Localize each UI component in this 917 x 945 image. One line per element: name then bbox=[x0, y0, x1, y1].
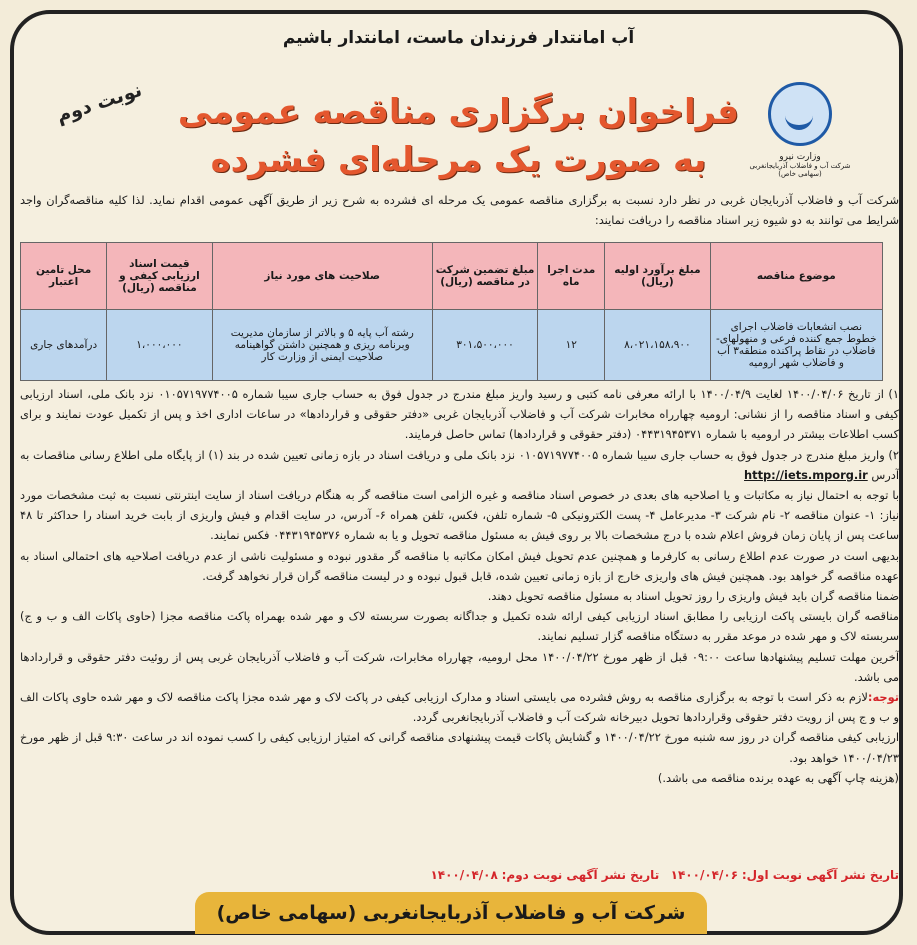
logo-ministry: وزارت نیرو bbox=[779, 152, 821, 162]
company-footer: شرکت آب و فاضلاب آذربایجانغربی (سهامی خاص) bbox=[195, 892, 707, 934]
col-duration: مدت اجرا ماه bbox=[538, 243, 605, 310]
intro-paragraph: شرکت آب و فاضلاب آذربایجان غربی در نظر دارد نسبت به برگزاری مناقصه عمومی یک مرحله ای فشرده به شرح زیر از طریق آگهی عمومی اقدام نماید. لذا کلیه مناقصه‌گران واجد شرایط می توانند به دو شیوه زیر اسناد مناقصه را دریافت نمایند: bbox=[20, 193, 899, 227]
paragraph-7: آخرین مهلت تسلیم پیشنهادها ساعت ۰۹:۰۰ قبل از ظهر مورخ ۱۴۰۰/۰۴/۲۲ محل ارومیه، چهارراه مخابرات، شرکت آب و فاضلاب آذربایجان غربی پس از روئیت دفتر حقوقی و قراردادها می باشد. bbox=[20, 649, 899, 684]
paragraph-10: (هزینه چاپ آگهی به عهده برنده مناقصه می باشد.) bbox=[657, 770, 899, 785]
note-label: توجه: bbox=[867, 690, 899, 705]
logo-company: شرکت آب و فاضلاب آذربایجانغربی (سهامی خاص) bbox=[749, 162, 851, 178]
col-guarantee: مبلغ تضمین شرکت در مناقصه (ریال) bbox=[432, 243, 537, 310]
col-doc-price: قیمت اسناد ارزیابی کیفی و مناقصه (ریال) bbox=[107, 243, 212, 310]
paragraph-1: ۱) از تاریخ ۱۴۰۰/۰۴/۰۶ لغایت ۱۴۰۰/۰۴/۹ با ارائه معرفی نامه کتبی و رسید واریز مبلغ مندرج در جدول فوق به حساب جاری سیبا شماره ۰۱۰۵۷۱۹۷۷۴۰۰۵ نزد بانک ملی، اسناد ارزیابی کیفی و اسناد مناقصه را از نشانی: ارومیه چهارراه مخابرات شرکت آب و فاضلاب آذربایجان غربی «دفتر حقوقی و قراردادها» در ساعات اداری اخذ و پس از تکمیل عودت نمایند و برای کسب اطلاعات بیشتر در ارومیه با شماره ۰۴۴۳۱۹۴۵۳۷۱ (دفتر حقوقی و قراردادها) تماس حاصل فرمایند. bbox=[20, 387, 899, 442]
paragraph-6: مناقصه گران بایستی پاکت ارزیابی را مطابق اسناد ارزیابی کیفی ارائه شده تکمیل و جداگانه بصورت سربسته لاک و مهر شده بهمراه پاکت مناقصه مجزا (حاوی پاکات الف و ب و ج) سربسته لاک و مهر شده در موعد مقرر به دستگاه مناقصه گزار تسلیم نمایند. bbox=[20, 609, 899, 644]
page-title: فراخوان برگزاری مناقصه عمومی bbox=[177, 92, 740, 132]
date1-label: تاریخ نشر آگهی نوبت اول: bbox=[741, 868, 899, 882]
paragraph-2-text: ۲) واریز مبلغ مندرج در جدول فوق به حساب جاری سیبا شماره ۰۱۰۵۷۱۹۷۷۴۰۰۵ نزد بانک ملی و دریافت اسناد در بازه زمانی تعیین شده در بند (۱) از پایگاه ملی اطلاع رسانی مناقصات به آدرس bbox=[20, 447, 899, 482]
col-funding: محل تامین اعتبار bbox=[21, 243, 107, 310]
cell-subject: نصب انشعابات فاضلاب اجرای خطوط جمع کننده فرعی و منهولهای- فاضلاب در نقاط پراکنده منطقه۳ آب و فاضلاب شهر ارومیه bbox=[710, 310, 882, 381]
paragraph-8 bbox=[20, 687, 899, 727]
cell-funding: درآمدهای جاری bbox=[21, 310, 107, 381]
cell-duration: ۱۲ bbox=[538, 310, 605, 381]
page-subtitle: به صورت یک مرحله‌ای فشرده bbox=[210, 140, 707, 180]
cell-doc-price: ۱،۰۰۰،۰۰۰ bbox=[107, 310, 212, 381]
paragraph-3: با توجه به احتمال نیاز به مکاتبات و یا اصلاحیه های بعدی در خصوص اسناد مناقصه و غیره الزامی است مناقصه گر به هنگام دریافت اسناد از سایت اینترنتی نسبت به ثبت مشخصات مورد نیاز: ۱- عنوان مناقصه ۲- نام شرکت ۳- مدیرعامل ۴- پست الکترونیکی ۵- شماره تلفن، فکس، تلفن همراه ۶- آدرس، در سایت اقدام و فیش واریزی از بابت خرید اسناد را حداکثر تا ۴۸ ساعت پس از پایان زمان فروش اعلام شده با درج مشخصات بالا بر روی فیش به مسئول مناقصه تحویل و یا به شماره ۰۴۴۳۱۹۴۵۳۷۶ فکس نمایند. bbox=[20, 488, 899, 543]
publish-dates bbox=[20, 868, 899, 882]
tender-table bbox=[20, 242, 883, 381]
table-row bbox=[21, 310, 883, 381]
round-stamp: نوبت دوم bbox=[53, 78, 145, 128]
paragraph-9: ارزیابی کیفی مناقصه گران در روز سه شنبه مورخ ۱۴۰۰/۰۴/۲۲ و گشایش پاکات قیمت پیشنهادی مناقصه گرانی که امتیاز ارزیابی کیفی را کسب نموده اند در ساعت ۹:۳۰ قبل از ظهر مورخ ۱۴۰۰/۰۴/۲۳ خواهد بود. bbox=[20, 730, 899, 765]
body-text bbox=[20, 384, 899, 788]
date2-value: ۱۴۰۰/۰۴/۰۸ bbox=[430, 868, 498, 882]
cell-qualifications: رشته آب پایه ۵ و بالاتر از سازمان مدیریت وبرنامه ریزی و همچنین داشتن گواهینامه صلاحیت ایمنی از وزارت کار bbox=[212, 310, 432, 381]
paragraph-5: ضمنا مناقصه گران باید فیش واریزی را روز تحویل اسناد به مسئول مناقصه تحویل دهند. bbox=[487, 589, 899, 604]
cell-estimate: ۸،۰۲۱،۱۵۸،۹۰۰ bbox=[605, 310, 710, 381]
date2-label: تاریخ نشر آگهی نوبت دوم: bbox=[501, 868, 660, 882]
col-estimate: مبلغ برآورد اولیه (ریال) bbox=[605, 243, 710, 310]
note-text: لازم به ذکر است با توجه به برگزاری مناقصه به روش فشرده می بایستی اسناد و مدارک ارزیابی کیفی در پاکت لاک و مهر شده مجزا پاکت مناقصه لاک و مهر شده حاوی پاکات الف و ب و ج پس از رویت دفتر حقوقی وقراردادها تحویل دبیرخانه شرکت آب و فاضلاب آذربایجانغربی گردد. bbox=[20, 690, 899, 725]
paragraph-2 bbox=[20, 445, 899, 485]
col-qualifications: صلاحیت های مورد نیاز bbox=[212, 243, 432, 310]
col-subject: موضوع مناقصه bbox=[710, 243, 882, 310]
motto: آب امانتدار فرزندان ماست، امانتدار باشیم bbox=[282, 28, 635, 48]
cell-guarantee: ۳۰۱،۵۰۰،۰۰۰ bbox=[432, 310, 537, 381]
table-header-row bbox=[21, 243, 883, 310]
paragraph-4: بدیهی است در صورت عدم اطلاع رسانی به کارفرما و همچنین عدم تحویل فیش امکان مکاتبه با مناقصه گر مقدور نبوده و مسئولیت ناشی از عدم دریافت اصلاحیه های احتمالی اسناد به عهده مناقصه گر خواهد بود. همچنین فیش های واریزی خارج از بازه زمانی تعیین شده، قابل قبول نبوده و در لیست مناقصه گران قرار نخواهد گرفت. bbox=[20, 548, 899, 583]
tender-portal-link[interactable]: http://iets.mporg.ir bbox=[744, 467, 868, 482]
date1-value: ۱۴۰۰/۰۴/۰۶ bbox=[670, 868, 739, 882]
